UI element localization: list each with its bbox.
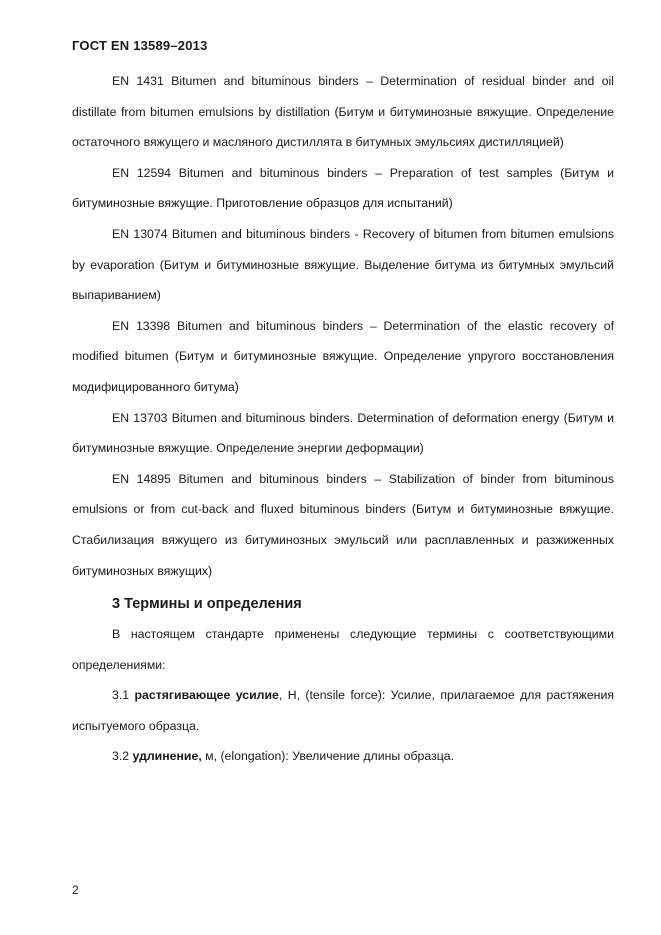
reference-en-12594: EN 12594 Bitumen and bituminous binders – Preparation of test samples (Битум и битуминозные вяжущие. Приготовление образцов для испытаний)	[72, 165, 614, 211]
page-number: 2	[72, 883, 79, 897]
term-definition-3-2	[72, 741, 614, 772]
section-intro: В настоящем стандарте применены следующие термины с соответствующими определениями:	[72, 627, 614, 672]
reference-en-13074: EN 13074 Bitumen and bituminous binders - Recovery of bitumen from bitumen emulsions by evaporation (Битум и битуминозные вяжущие. Выделение битума из битумных эмульсий выпариванием)	[72, 226, 614, 303]
term-name: растягивающее усилие	[134, 688, 279, 703]
reference-en-1431: EN 1431 Bitumen and bituminous binders – Determination of residual binder and oil distillate from bitumen emulsions by distillation (Битум и битуминозные вяжущие. Определение остаточного вяжущего и масляного дистиллята в битумных эмульсиях дистилляцией)	[72, 74, 614, 150]
term-description: м, (elongation): Увеличение длины образца.	[201, 749, 455, 764]
term-name: удлинение,	[132, 749, 202, 764]
reference-en-13703: EN 13703 Bitumen and bituminous binders. Determination of deformation energy (Битум и битуминозные вяжущие. Определение энергии деформации)	[72, 410, 614, 456]
term-number: 3.2	[112, 749, 130, 764]
term-definition-3-1	[72, 680, 614, 741]
term-number: 3.1	[112, 688, 130, 703]
section-heading-terms: 3 Термины и определения	[112, 596, 302, 613]
reference-en-13398: EN 13398 Bitumen and bituminous binders – Determination of the elastic recovery of modified bitumen (Битум и битуминозные вяжущие. Определение упругого восстановления модифицированного битума)	[72, 318, 614, 394]
document-header: ГОСТ EN 13589–2013	[72, 38, 208, 53]
reference-en-14895: EN 14895 Bitumen and bituminous binders – Stabilization of binder from bituminous emulsions or from cut-back and fluxed bituminous binders (Битум и битуминозные вяжущие. Стабилизация вяжущего из битуминозных эмульсий или расплавленных и разжиженных битуминозных вяжущих)	[72, 471, 614, 578]
term-description: , Н, (tensile force): Усилие, прилагаемое для растяжения испытуемого образца.	[72, 688, 614, 733]
document-body	[72, 66, 614, 772]
